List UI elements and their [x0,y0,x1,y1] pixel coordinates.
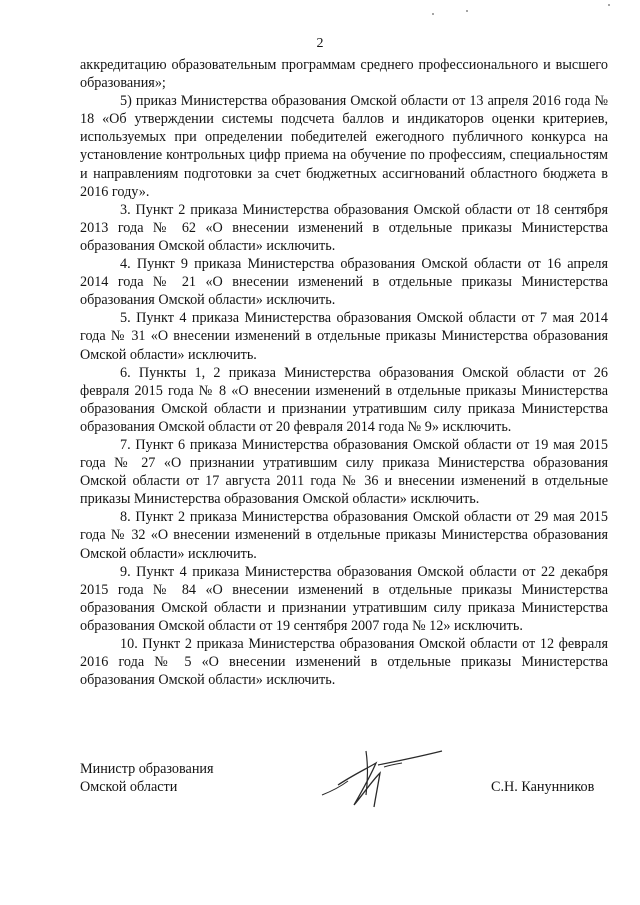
paragraph: 10. Пункт 2 приказа Министерства образования Омской области от 12 февраля 2016 года № 5 «О внесении изменений в отдельные приказы Министерства образования Омской области» исключить. [80,636,608,689]
scan-speck [608,4,610,6]
paragraph: 4. Пункт 9 приказа Министерства образования Омской области от 16 апреля 2014 года № 21 «О внесении изменений в отдельные приказы Министерства образования Омской области» исключить. [80,256,608,309]
handwritten-signature [318,745,448,815]
signatory-title-line-1: Министр образования [80,761,214,777]
scan-speck [466,10,468,12]
page-number: 2 [316,36,324,51]
signatory-title [80,760,214,796]
scan-speck [432,13,434,15]
paragraph: 6. Пункты 1, 2 приказа Министерства образования Омской области от 26 февраля 2015 года № 8 «О внесении изменений в отдельные приказы Министерства образования Омской области и признании утратившим силу приказа Министерства образования Омской области от 20 февраля 2014 года № 9» исключить. [80,364,608,435]
paragraph: 3. Пункт 2 приказа Министерства образования Омской области от 18 сентября 2013 года № 62 «О внесении изменений в отдельные приказы Министерства образования Омской области» исключить. [80,201,608,254]
signatory-name: С.Н. Канунников [491,779,595,795]
paragraph: 9. Пункт 4 приказа Министерства образования Омской области от 22 декабря 2015 года № 84 «О внесении изменений в отдельные приказы Министерства образования Омской области и признании утратившим силу приказа Министерства образования Омской области от 19 сентября 2007 года № 12» исключить. [80,563,608,634]
paragraph: 5) приказ Министерства образования Омской области от 13 апреля 2016 года № 18 «Об утверждении системы подсчета баллов и индикаторов оценки критериев, используемых при определении победителей ежегодного публичного конкурса на установление контрольных цифр приема на обучение по профессиям, специальностям и направлениям подготовки за счет бюджетных ассигнований областного бюджета в 2016 году». [80,93,608,200]
document-body [80,56,608,689]
signatory-title-line-2: Омской области [80,779,178,795]
paragraph: 7. Пункт 6 приказа Министерства образования Омской области от 19 мая 2015 года № 27 «О признании утратившим силу приказа Министерства образования Омской области от 17 августа 2011 года № 36 и внесении изменений в отдельные приказы Министерства образования Омской области» исключить. [80,436,608,508]
paragraph: аккредитацию образовательным программам среднего профессионального и высшего образования»; [80,57,608,92]
paragraph: 8. Пункт 2 приказа Министерства образования Омской области от 29 мая 2015 года № 32 «О внесении изменений в отдельные приказы Министерства образования Омской области» исключить. [80,509,608,562]
paragraph: 5. Пункт 4 приказа Министерства образования Омской области от 7 мая 2014 года № 31 «О внесении изменений в отдельные приказы Министерства образования Омской области» исключить. [80,310,608,363]
